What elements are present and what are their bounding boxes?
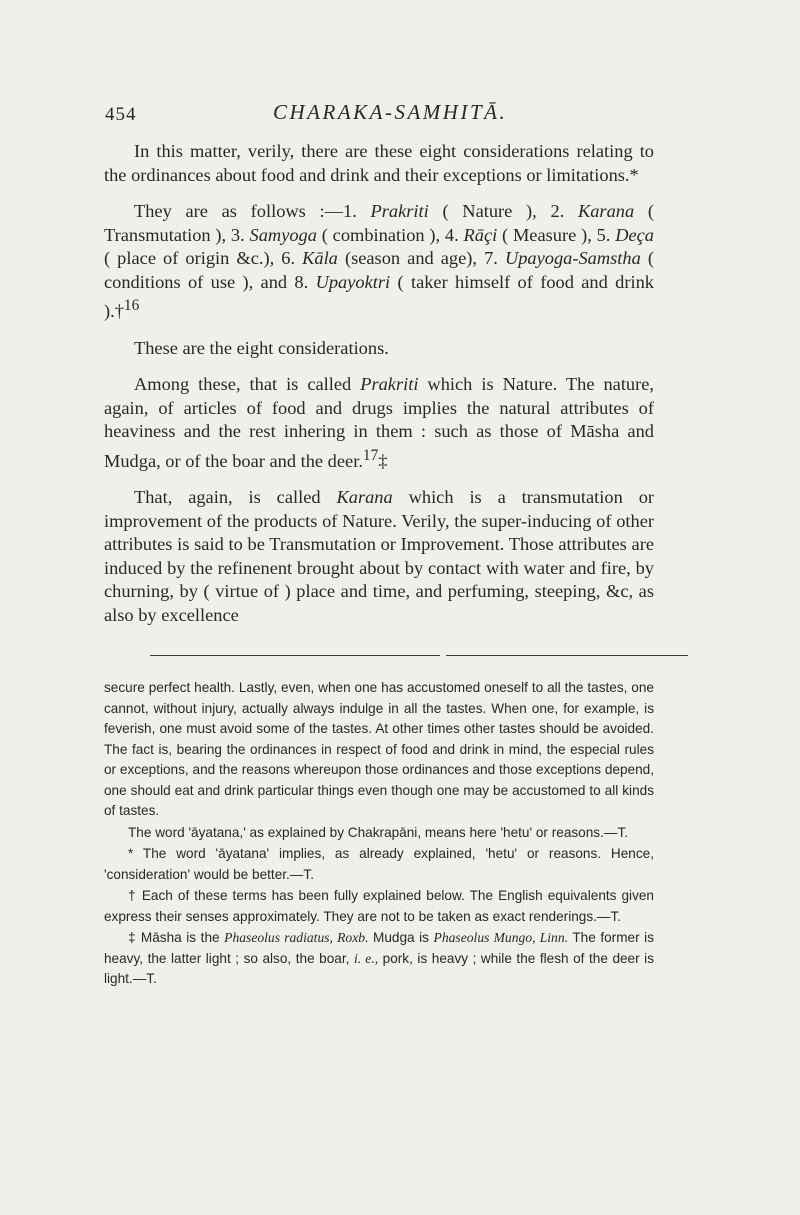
term-prakriti: Prakriti bbox=[360, 374, 419, 395]
term-raci: Rāçi bbox=[463, 224, 498, 245]
footnotes bbox=[104, 678, 654, 991]
footnote-mark: ‡ bbox=[378, 450, 388, 471]
botanical-name: Phaseolus radiatus, Roxb. bbox=[224, 930, 369, 945]
running-head: CHARAKA-SAMHITĀ. bbox=[273, 100, 508, 124]
term-karana: Karana bbox=[577, 201, 635, 221]
para-text: Among these, that is called bbox=[134, 374, 361, 395]
list-text: ( place of origin &c.), 6. bbox=[104, 248, 303, 268]
footnote-text: ‡ Māsha is the bbox=[128, 930, 225, 945]
list-text: (season and age), 7. bbox=[337, 248, 505, 268]
footnote-continuation: secure perfect health. Lastly, even, when one has accustomed oneself to all the tastes, one cannot, without injury, actually always indulge in all the tastes. When one, for example, is feverish, one must avoid some of the tastes. At other times other tastes should be avoided. The fact is, bearing the ordinances in respect of food and drink in mind, the especial rules or exceptions, and the reasons whereupon those ordinances and those exceptions depend, one should eat and drink particular things even though one may be accustomed to all kinds of tastes. bbox=[104, 680, 654, 818]
paragraph-prakriti bbox=[104, 373, 654, 473]
footnote-star: * The word 'āyatana' implies, as already explained, 'hetu' or reasons. Hence, 'consideration' would be better.—T. bbox=[104, 846, 654, 882]
term-upayoga-samstha: Upayoga-Samstha bbox=[504, 248, 641, 268]
paragraph-karana bbox=[104, 486, 654, 627]
para-text: which is Nature. The nature, again, of articles of food and drugs implies the natural attributes of heaviness and the rest inhering in them : such as those of Māsha and Mudga, or of the boar and the deer. bbox=[104, 374, 655, 471]
botanical-name: Phaseolus Mungo, Linn. bbox=[433, 930, 569, 945]
footnote-rule bbox=[446, 655, 688, 656]
reference-superscript: 16 bbox=[123, 297, 140, 314]
list-text: ( conditions of use ), and 8. bbox=[104, 248, 654, 292]
footnote-dagger: † Each of these terms has been fully explained below. The English equivalents given express their senses approximately. They are not to be taken as exact renderings.—T. bbox=[104, 888, 654, 924]
list-text: ( Measure ), 5. bbox=[497, 224, 616, 245]
page-number: 454 bbox=[105, 104, 137, 125]
footnote-text: The former is heavy, the latter light ; so also, the boar, bbox=[104, 930, 654, 966]
main-text bbox=[104, 140, 654, 640]
term-prakriti: Prakriti bbox=[370, 201, 429, 221]
term-karana: Karana bbox=[336, 487, 393, 508]
footnote-text: pork, is heavy ; while the flesh of the deer is light.—T. bbox=[104, 950, 655, 986]
abbreviation: i. e., bbox=[353, 950, 379, 966]
footnote-double-dagger bbox=[104, 928, 654, 990]
page-header bbox=[105, 100, 695, 130]
footnote-text: Mudga is bbox=[368, 930, 434, 945]
footnote-rule bbox=[150, 655, 440, 656]
list-text: ( Nature ), 2. bbox=[428, 201, 578, 221]
paragraph-intro: In this matter, verily, there are these eight considerations relating to the ordinances about food and drink and their exceptions or limitations.* bbox=[104, 141, 654, 185]
para-text: That, again, is called bbox=[134, 487, 337, 508]
footnote-ayatana: The word 'āyatana,' as explained by Chakrapāni, means here 'hetu' or reasons.—T. bbox=[128, 824, 629, 840]
para-text: which is a transmutation or improvement of the products of Nature. Verily, the super-inducing of other attributes is said to be Transmutation or Improvement. Those attributes are induced by the refinenent brought about by contact with water and fire, by churning, by ( virtue of ) place and time, and perfuming, steeping, &c, as also by excellence bbox=[104, 487, 655, 625]
list-text: They are as follows :—1. bbox=[134, 201, 371, 221]
list-text: ( Transmutation ), 3. bbox=[104, 201, 654, 245]
term-upayoktri: Upayoktri bbox=[315, 271, 391, 292]
term-samyoga: Samyoga bbox=[249, 224, 317, 245]
list-text: ( combination ), 4. bbox=[316, 224, 464, 245]
paragraph-considerations-list bbox=[104, 200, 654, 324]
term-kala: Kāla bbox=[302, 248, 338, 268]
list-text: ( taker himself of food and drink ).† bbox=[104, 271, 654, 322]
paragraph-summary: These are the eight considerations. bbox=[134, 337, 389, 358]
reference-superscript: 17 bbox=[362, 446, 379, 464]
term-deca: Deça bbox=[615, 224, 654, 245]
